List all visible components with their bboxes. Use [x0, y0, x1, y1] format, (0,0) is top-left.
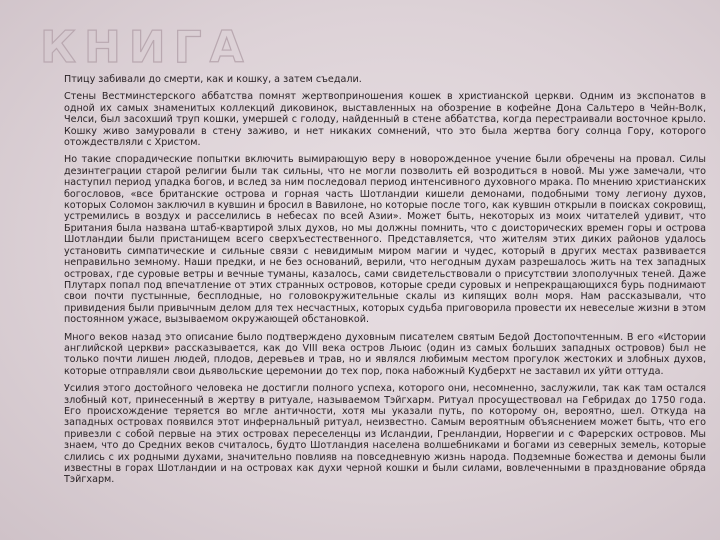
paragraph-text: Много веков назад это описание было подтверждено духовным писателем святым Бедой Достопочтенным. В его «Истории английской церкви» рассказывается, как до VIII века остров Льюис (один из самых больших западных островов) был не только почти лишен людей, плодов, деревьев и трав, но и являлся любимым местом прогулок жестоких и злобных духов, которые отправляли свои дьявольские церемонии до тех пор, пока набожный Кудберхт не заставил их уйти оттуда.: [64, 331, 706, 377]
bullet-item: [14, 332, 706, 378]
paragraph-text: Птицу забивали до смерти, как и кошку, а затем съедали.: [64, 74, 362, 85]
bullet-item: [14, 91, 706, 148]
slide-title: КНИГА: [40, 22, 252, 73]
bullet-item: [14, 383, 706, 486]
slide-body: [14, 74, 706, 492]
bullet-item: [14, 154, 706, 325]
paragraph-text: Стены Вестминстерского аббатства помнят жертвоприношения кошек в христианской церкви. Одним из экспонатов в одной их самых знаменитых коллекций диковинок, выставленных на обозрение в кофейне Дона Сальтеро в Чейн-Волк, Челси, был засохший труп кошки, умершей с голоду, найденный в стене аббатства, когда перестраивали восточное крыло. Кошку живо замуровали в стену заживо, и нет никаких сомнений, что это была жертва богу солнца Гору, которого отождествляли с Христом.: [64, 91, 706, 149]
paragraph-text: Но такие спорадические попытки включить вымирающую веру в новорожденное учение были обречены на провал. Силы дезинтеграции старой религии были так сильны, что не могли позволить ей возродиться в новой. Мы уже замечали, что наступил период упадка богов, и вслед за ним последовал период интенсивного духовного мрака. По мнению христианских богословов, «все британские острова и горная часть Шотландии кишели демонами, подобными тому легиону духов, которых Соломон заключил в кувшин и бросил в Вавилоне, но которые после того, как кувшин открыли в поисках сокровищ, устремились в воздух и расселились в небесах по всей Азии». Может быть, некоторых из моих читателей удивит, что Британия была названа штаб-квартирой злых духов, но мы должны помнить, что с доисторических времен горы и острова Шотландии были пристанищем всего сверхъестественного. Представляется, что жителям этих диких районов удалось установить симпатические и сильные связи с невидимым миром магии и чудес, который в других местах развивается неправильно земному. Наши предки, и не без оснований, верили, что негодным духам разрешалось жить на тех западных островах, где суровые ветры и вечные туманы, казалось, сами свидетельствовали о присутствии злополучных теней. Даже Плутарх попал под впечатление от этих странных островов, которые среди суровых и непрекращающихся бурь поднимают свои почти пустынные, бесплодные, но головокружительные скалы из кипящих волн моря. Нам рассказывали, что привидения были привычным делом для тех несчастных, которых судьба приговорила провести их невеселые жизни в этом постоянном ужасе, вызываемом окружающей обстановкой.: [64, 154, 706, 326]
paragraph-text: Усилия этого достойного человека не достигли полного успеха, которого они, несомненно, заслужили, так как там остался злобный кот, принесенный в жертву в ритуале, называемом Тэйгхарм. Ритуал просуществовал на Гебридах до 1750 года. Его происхождение теряется во мгле античности, хотя мы указали путь, по которому он, вероятно, шел. Откуда на западных островах появился этот инфернальный ритуал, неизвестно. Самым вероятным объяснением может быть, что его привезли с собой первые на этих островах переселенцы из Исландии, Гренландии, Норвегии и с Фарерских островов. Мы знаем, что до Средних веков считалось, будто Шотландия населена волшебниками и богами из северных земель, которые слились с их родными духами, значительно повлияв на повседневную жизнь народа. Подземные божества и демоны были известны в горах Шотландии и на островах как духи черной кошки и были силами, вовлеченными в празднование обряда Тэйгхарм.: [64, 383, 706, 486]
bullet-item: [14, 74, 706, 85]
